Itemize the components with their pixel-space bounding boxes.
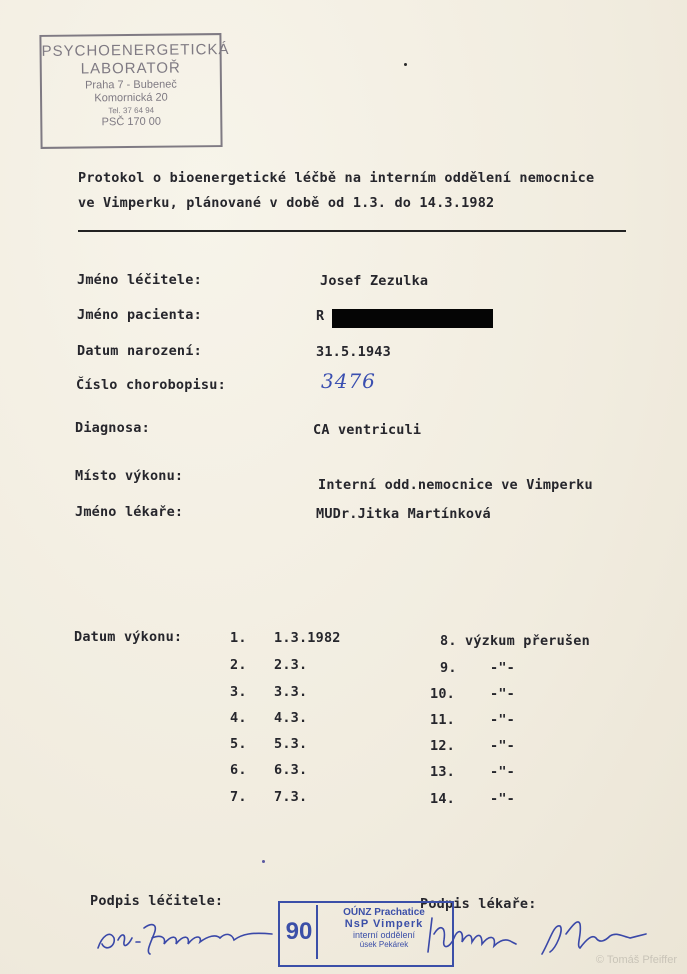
healer-signature xyxy=(92,908,282,958)
ink-speck xyxy=(262,860,265,863)
hospital-stamp-line2: NsP Vimperk xyxy=(344,918,424,930)
field-label-healer: Jméno léčitele: xyxy=(77,272,202,288)
field-label-doctor: Jméno lékaře: xyxy=(75,504,184,520)
session-date: 2.3. xyxy=(274,657,308,673)
laboratory-stamp xyxy=(39,33,230,149)
doctor-signature-label: Podpis lékaře: xyxy=(420,896,537,912)
session-date: 1.3.1982 xyxy=(274,630,341,646)
session-number: 14. xyxy=(430,791,455,807)
session-number: 3. xyxy=(230,684,247,700)
field-label-case-number: Číslo chorobopisu: xyxy=(76,377,226,393)
session-note: -"- xyxy=(490,738,515,754)
lab-stamp-line1: PSYCHOENERGETICKÁ xyxy=(41,40,230,60)
session-note: -"- xyxy=(490,660,515,676)
session-date: 7.3. xyxy=(274,789,308,805)
session-number: 9. xyxy=(440,660,457,676)
ink-speck xyxy=(404,63,407,66)
copyright-watermark: © Tomáš Pfeiffer xyxy=(595,954,677,966)
field-value-healer: Josef Zezulka xyxy=(320,273,429,289)
title-underline xyxy=(78,230,626,232)
session-number: 7. xyxy=(230,789,247,805)
hospital-stamp-line1: OÚNZ Prachatice xyxy=(343,907,425,918)
field-label-diagnosis: Diagnosa: xyxy=(75,420,150,436)
hospital-stamp-line3: interní oddělení xyxy=(352,930,416,940)
lab-stamp-line6: PSČ 170 00 xyxy=(101,115,162,129)
session-number: 2. xyxy=(230,657,247,673)
redaction-bar xyxy=(332,309,493,328)
hospital-stamp-number: 90 xyxy=(282,905,318,959)
session-number: 11. xyxy=(430,712,455,728)
hospital-stamp-line4: úsek Pekárek xyxy=(359,940,409,949)
session-number: 5. xyxy=(230,736,247,752)
session-note: -"- xyxy=(490,712,515,728)
session-note: -"- xyxy=(490,791,515,807)
document-title-line1: Protokol o bioenergetické léčbě na interním oddělení nemocnice xyxy=(78,170,595,186)
healer-signature-label: Podpis léčitele: xyxy=(90,893,224,909)
field-value-diagnosis: CA ventriculi xyxy=(313,422,422,438)
session-number: 13. xyxy=(430,764,455,780)
lab-stamp-line2: LABORATOŘ xyxy=(80,59,181,78)
field-label-birthdate: Datum narození: xyxy=(77,343,202,359)
field-value-location: Interní odd.nemocnice ve Vimperku xyxy=(318,477,593,493)
lab-stamp-line5: Tel. 37 64 94 xyxy=(108,105,155,116)
session-note: výzkum přerušen xyxy=(465,633,590,649)
lab-stamp-line3: Praha 7 - Bubeneč xyxy=(85,78,177,92)
field-label-patient: Jméno pacienta: xyxy=(77,307,202,323)
document-title-line2: ve Vimperku, plánované v době od 1.3. do 14.3.1982 xyxy=(78,195,495,211)
session-number: 8. xyxy=(440,633,457,649)
session-number: 4. xyxy=(230,710,247,726)
field-label-location: Místo výkonu: xyxy=(75,468,184,484)
session-date: 6.3. xyxy=(274,762,308,778)
session-note: -"- xyxy=(490,764,515,780)
session-number: 6. xyxy=(230,762,247,778)
session-number: 12. xyxy=(430,738,455,754)
field-value-patient: R xyxy=(316,308,325,324)
field-value-doctor: MUDr.Jitka Martínková xyxy=(316,506,491,522)
field-value-case-number: 3476 xyxy=(321,369,376,393)
sessions-label: Datum výkonu: xyxy=(74,629,183,645)
field-value-birthdate: 31.5.1943 xyxy=(316,344,391,360)
session-date: 4.3. xyxy=(274,710,308,726)
session-number: 1. xyxy=(230,630,247,646)
lab-stamp-line4: Komornická 20 xyxy=(94,91,168,105)
session-date: 3.3. xyxy=(274,684,308,700)
session-date: 5.3. xyxy=(274,736,308,752)
session-note: -"- xyxy=(490,686,515,702)
session-number: 10. xyxy=(430,686,455,702)
